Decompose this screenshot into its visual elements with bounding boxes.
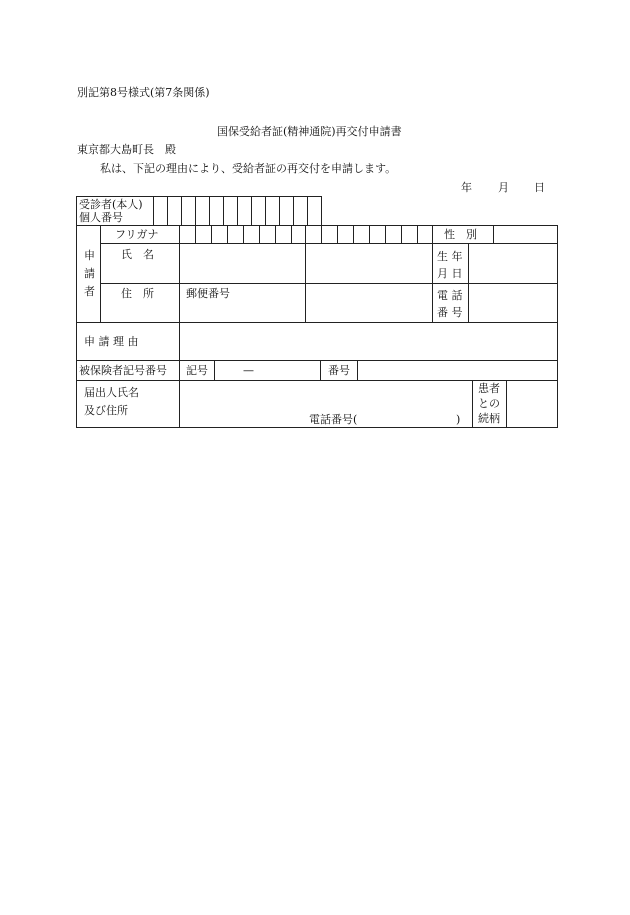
reason-label: 申 請 理 由	[84, 335, 139, 348]
table-line	[76, 322, 558, 323]
table-line	[432, 225, 433, 323]
birth-label-2: 月 日	[437, 267, 463, 280]
number-label: 番号	[328, 364, 350, 377]
notifier-phone-label: 電話番号(	[309, 413, 358, 426]
table-line	[100, 243, 558, 244]
statement: 私は、下記の理由により、受給者証の再交付を申請します。	[100, 162, 397, 175]
notifier-phone-close: )	[456, 413, 461, 426]
table-line	[493, 225, 494, 243]
relation-label-3: 続柄	[478, 412, 500, 425]
table-line	[76, 360, 558, 361]
personal-number-label: 個人番号	[79, 211, 123, 224]
insured-number-label: 被保険者記号番号	[79, 364, 167, 377]
patient-label: 受診者(本人)	[79, 198, 143, 211]
relation-label-2: との	[478, 397, 500, 410]
reason-input-area[interactable]	[181, 324, 556, 359]
form-reference: 別記第8号様式(第7条関係)	[77, 86, 210, 99]
date-day-label: 日	[534, 181, 545, 194]
symbol-dash: —	[243, 364, 254, 377]
table-line	[506, 380, 507, 428]
table-line	[100, 225, 101, 323]
notifier-label-2: 及び住所	[84, 404, 128, 417]
table-line	[214, 360, 215, 380]
relation-input-area[interactable]	[508, 382, 556, 426]
phone-label-2: 番 号	[437, 306, 463, 319]
table-line	[76, 380, 558, 381]
sex-label: 性 別	[444, 228, 477, 241]
addressee: 東京都大島町長 殿	[77, 143, 176, 156]
table-line	[76, 427, 558, 428]
date-month-label: 月	[498, 181, 509, 194]
table-line	[357, 360, 358, 380]
furigana-label: フリガナ	[115, 228, 159, 241]
table-line	[76, 225, 558, 226]
name-label: 氏 名	[121, 248, 154, 261]
name-input-area[interactable]	[181, 245, 304, 282]
birth-label-1: 生 年	[437, 250, 463, 263]
postal-code-label: 郵便番号	[186, 287, 230, 300]
table-line	[179, 225, 180, 428]
applicant-label-1: 申	[84, 249, 95, 262]
birth-date-input-area[interactable]	[470, 245, 556, 282]
phone-input-area[interactable]	[470, 285, 556, 321]
table-line	[100, 283, 558, 284]
table-line	[472, 380, 473, 428]
symbol-label: 記号	[186, 364, 208, 377]
applicant-label-3: 者	[84, 285, 95, 298]
table-line	[557, 225, 558, 428]
table-line	[320, 360, 321, 380]
relation-label-1: 患者	[478, 382, 500, 395]
address-label: 住 所	[121, 287, 154, 300]
notifier-label-1: 届出人氏名	[84, 386, 139, 399]
applicant-label-2: 請	[84, 267, 95, 280]
table-line	[321, 196, 322, 225]
table-line	[76, 196, 77, 428]
phone-label-1: 電 話	[437, 289, 463, 302]
table-line	[76, 196, 322, 197]
document-title: 国保受給者証(精神通院)再交付申請書	[217, 125, 402, 138]
date-year-label: 年	[461, 181, 472, 194]
